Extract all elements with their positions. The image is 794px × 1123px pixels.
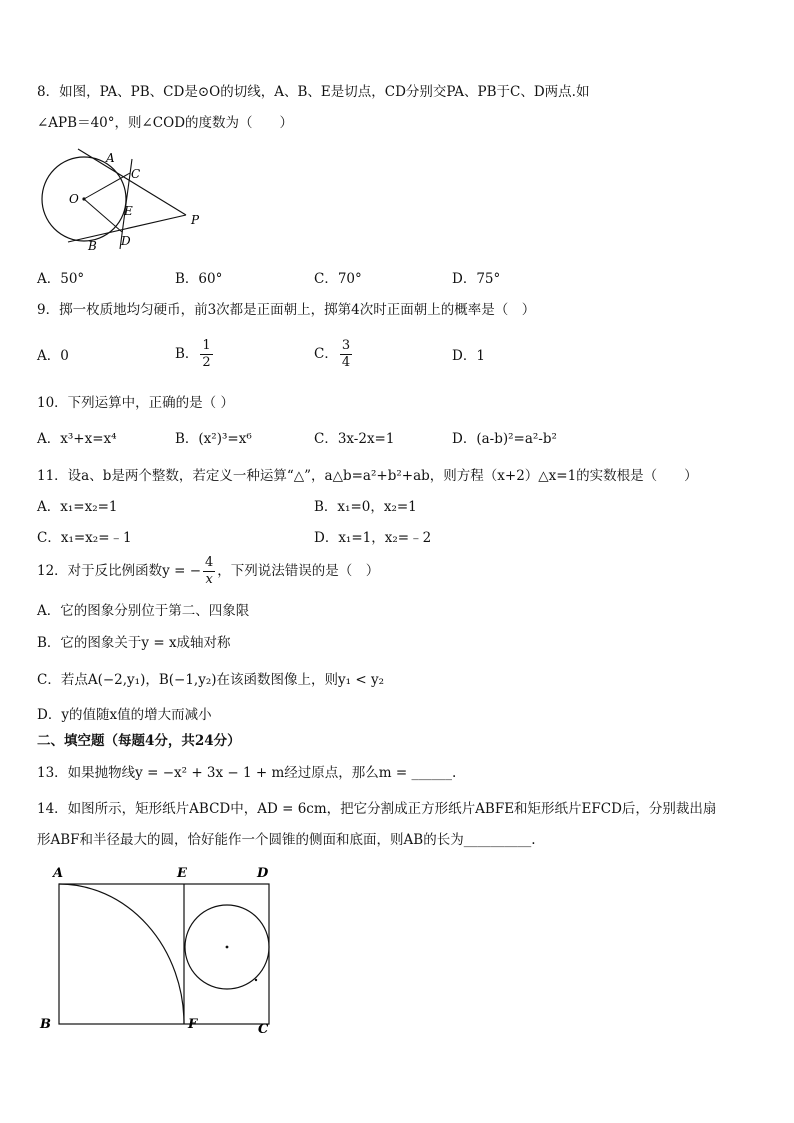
q8-stem-line1: 8．如图，PA、PB、CD是⊙O的切线，A、B、E是切点，CD分别交PA、PB于C、D两点.如: [37, 84, 590, 100]
q9-option-c-num: 3: [341, 338, 351, 353]
q14-stem-line1: 14．如图所示，矩形纸片ABCD中，AD = 6cm，把它分割成正方形纸片ABFE和矩形纸片EFCD后，分别裁出扇: [37, 801, 717, 817]
q8-option-b[interactable]: B．60°: [175, 271, 223, 287]
q8-label-O: O: [69, 192, 79, 206]
q14-label-E: E: [177, 866, 187, 881]
q11-stem: 11．设a、b是两个整数，若定义一种运算“△”，a△b=a²+b²+ab，则方程（x+2）△x=1的实数根是（ ）: [37, 468, 698, 484]
q9-option-b-label: B．: [175, 346, 199, 362]
q9-option-c[interactable]: [314, 338, 354, 371]
q14-stem-line2: 形ABF和半径最大的圆，恰好能作一个圆锥的侧面和底面，则AB的长为__________.: [37, 832, 536, 848]
q12-frac-den: x: [205, 572, 213, 587]
q8-label-A: A: [106, 151, 115, 165]
q10-option-c[interactable]: C．3x-2x=1: [314, 431, 395, 447]
q10-option-a[interactable]: A．x³+x=x⁴: [37, 431, 117, 447]
q8-label-D: D: [121, 234, 131, 248]
q12-stem: [37, 555, 379, 588]
q14-label-A: A: [53, 866, 64, 881]
q11-option-c[interactable]: C．x₁=x₂=﹣1: [37, 530, 132, 546]
q14-figure: [36, 860, 286, 1040]
q8-option-a[interactable]: A．50°: [37, 271, 85, 287]
q10-stem: 10．下列运算中，正确的是（ ）: [37, 395, 234, 411]
q14-label-D: D: [257, 866, 269, 881]
q9-stem: 9．掷一枚质地均匀硬币，前3次都是正面朝上，掷第4次时正面朝上的概率是（ ）: [37, 302, 536, 318]
q9-option-b-den: 2: [202, 355, 211, 370]
q14-label-C: C: [258, 1022, 269, 1037]
q12-stem-pre: 12．对于反比例函数y = −: [37, 563, 202, 579]
q12-fraction: [203, 555, 215, 588]
q12-option-d[interactable]: D．y的值随x值的增大而减小: [37, 707, 212, 723]
q8-figure: [36, 145, 206, 255]
q9-option-c-fraction: [340, 338, 352, 371]
q11-option-b[interactable]: B．x₁=0，x₂=1: [314, 499, 417, 515]
q9-option-c-label: C．: [314, 346, 338, 362]
q11-option-d[interactable]: D．x₁=1，x₂=﹣2: [314, 530, 432, 546]
q12-option-b[interactable]: B．它的图象关于y = x成轴对称: [37, 635, 231, 651]
q14-label-B: B: [40, 1017, 51, 1032]
q8-label-B: B: [88, 239, 97, 253]
q11-option-a[interactable]: A．x₁=x₂=1: [37, 499, 118, 515]
q12-option-a[interactable]: A．它的图象分别位于第二、四象限: [37, 603, 250, 619]
q9-option-c-den: 4: [341, 355, 351, 370]
q8-label-C: C: [131, 167, 141, 181]
q8-label-E: E: [124, 204, 133, 218]
q8-label-P: P: [191, 213, 200, 227]
q9-option-d[interactable]: D．1: [452, 348, 485, 364]
q8-stem-line2: ∠APB＝40°，则∠COD的度数为（ ）: [37, 115, 294, 131]
q9-option-b[interactable]: [175, 338, 215, 371]
section-2-heading: 二、填空题（每题4分，共24分）: [37, 733, 241, 749]
q9-option-a[interactable]: A．0: [37, 348, 69, 364]
q14-label-F: F: [188, 1017, 198, 1032]
q12-frac-num: 4: [205, 555, 214, 570]
q8-option-d[interactable]: D．75°: [452, 271, 501, 287]
q10-option-d[interactable]: D．(a-b)²=a²-b²: [452, 431, 557, 447]
q10-option-b[interactable]: B．(x²)³=x⁶: [175, 431, 252, 447]
q8-option-c[interactable]: C．70°: [314, 271, 362, 287]
q12-option-c[interactable]: C．若点A(−2,y₁)，B(−1,y₂)在该函数图像上，则y₁ < y₂: [37, 672, 384, 688]
q9-option-b-fraction: [200, 338, 212, 371]
q9-option-b-num: 1: [202, 338, 211, 353]
q13-stem: 13．如果抛物线y = −x² + 3x − 1 + m经过原点，那么m = ______.: [37, 765, 457, 781]
q12-stem-post: ，下列说法错误的是（ ）: [217, 563, 380, 579]
